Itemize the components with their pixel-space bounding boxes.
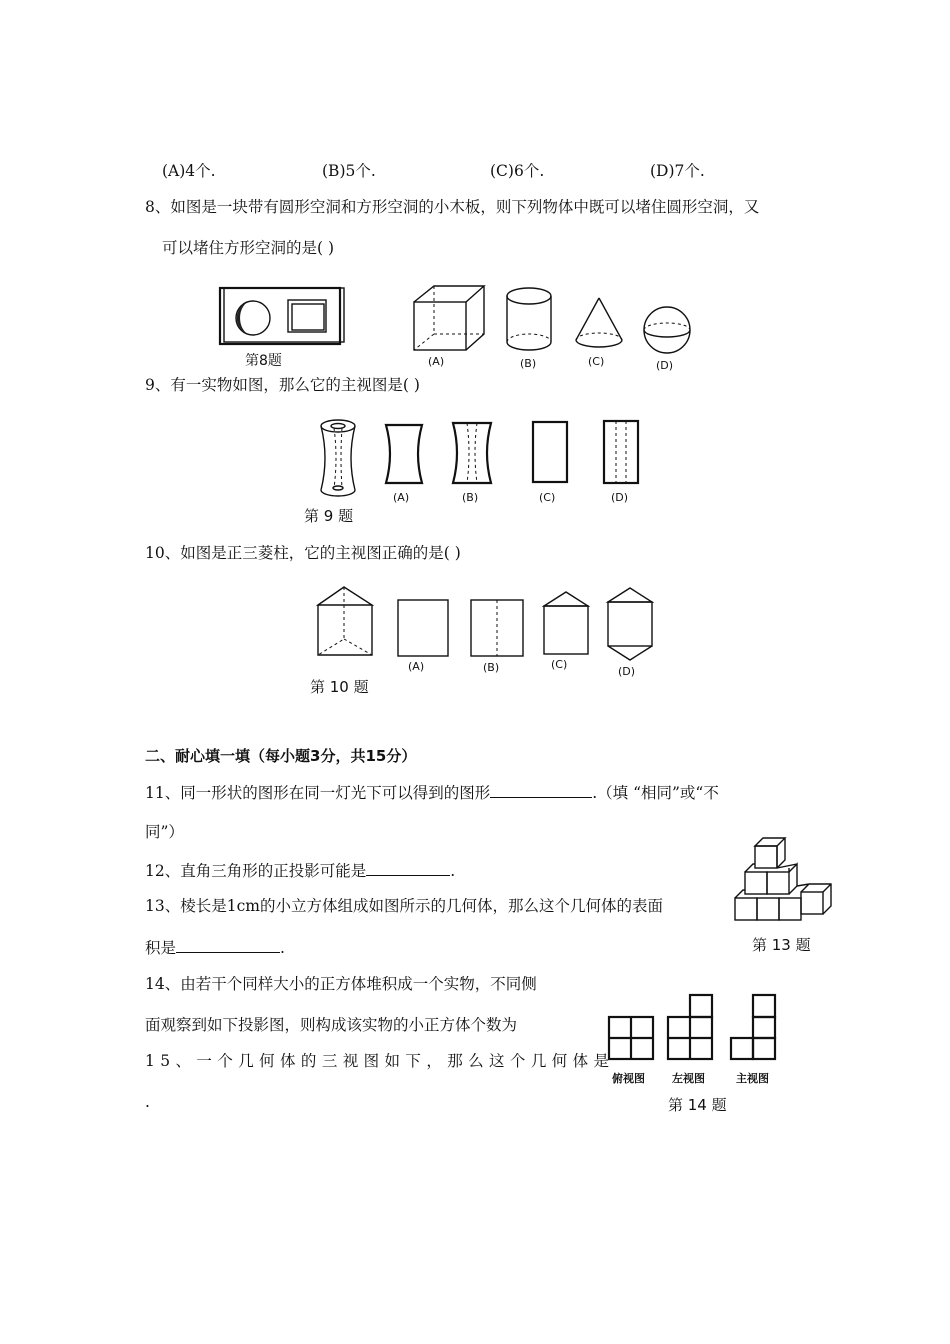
q11-line1: [145, 782, 719, 803]
q14-front-view: [729, 993, 777, 1061]
q10-option-d-shape: [606, 586, 654, 662]
q14-left-view: [666, 993, 714, 1061]
q7-option-b: (B)5个.: [322, 162, 376, 180]
q8-sphere-option-d: [641, 305, 693, 355]
q8-label-d: (D): [656, 359, 674, 372]
q12-text-part2: .: [450, 862, 456, 880]
q10-text: 10、如图是正三菱柱，它的主视图正确的是( ): [145, 544, 461, 562]
q8-cone-option-c: [573, 296, 625, 350]
q12-answer-blank[interactable]: [366, 860, 450, 876]
q8-label-a: (A): [428, 355, 445, 368]
q8-label-c: (C): [588, 355, 605, 368]
q9-option-b-shape: [450, 420, 494, 486]
q10-label-c: (C): [551, 658, 568, 671]
q11-text-part1: 11、同一形状的图形在同一灯光下可以得到的图形: [145, 784, 491, 802]
q13-answer-blank[interactable]: [176, 937, 280, 953]
q13-line2: [145, 937, 285, 958]
q14-left-view-label: 左视图: [672, 1072, 705, 1085]
q13-caption: 第 13 题: [752, 936, 811, 954]
q10-option-b-shape: [469, 598, 525, 658]
q9-caption: 第 9 题: [304, 507, 354, 525]
q12-text-part1: 12、直角三角形的正投影可能是: [145, 862, 367, 880]
q10-option-c-shape: [542, 590, 590, 656]
q8-cylinder-option-b: [504, 286, 554, 352]
section-2-heading: 二、耐心填一填（每小题3分，共15分）: [145, 747, 417, 765]
q15-line2: .: [145, 1093, 150, 1111]
q8-caption: 第8题: [245, 353, 282, 369]
q10-option-a-shape: [396, 598, 450, 658]
q13-cube-stack-figure: [733, 832, 833, 927]
q14-top-view-label: 俯视图: [612, 1072, 645, 1085]
q11-text-part2: .（填 “相同”或“不: [592, 784, 719, 802]
q14-caption: 第 14 题: [668, 1096, 727, 1114]
q9-option-a-shape: [383, 422, 425, 486]
q15-line1: 15、一个几何体的三视图如下，那么这个几何体是: [145, 1052, 615, 1070]
q10-label-b: (B): [483, 661, 500, 674]
q8-line1: 8、如图是一块带有圆形空洞和方形空洞的小木板，则下列物体中既可以堵住圆形空洞，又: [145, 198, 760, 216]
q11-line2: 同”）: [145, 823, 184, 841]
q9-label-a: (A): [393, 491, 410, 504]
q13-text-part1: 积是: [145, 939, 177, 957]
q9-label-d: (D): [611, 491, 629, 504]
q14-line1: 14、由若干个同样大小的正方体堆积成一个实物，不同侧: [145, 975, 537, 993]
q7-option-a: (A)4个.: [162, 162, 216, 180]
q9-option-c-shape: [530, 419, 570, 485]
q13-text-part2: .: [280, 939, 285, 957]
q9-label-c: (C): [539, 491, 556, 504]
q14-line2: 面观察到如下投影图，则构成该实物的小正方体个数为: [145, 1016, 518, 1034]
q10-caption: 第 10 题: [310, 678, 369, 696]
q9-text: 9、有一实物如图，那么它的主视图是( ): [145, 376, 420, 394]
q9-label-b: (B): [462, 491, 479, 504]
q8-label-b: (B): [520, 357, 537, 370]
q7-option-c: (C)6个.: [490, 162, 545, 180]
q9-object-figure: [314, 418, 364, 498]
q14-front-view-label: 主视图: [736, 1072, 769, 1085]
q13-line1: 13、棱长是1cm的小立方体组成如图所示的几何体，那么这个几何体的表面: [145, 897, 663, 915]
q10-label-a: (A): [408, 660, 425, 673]
q8-wood-board-figure: [218, 286, 348, 348]
q8-cube-option-a: [412, 284, 487, 352]
q10-prism-figure: [316, 585, 376, 661]
q9-option-d-shape: [601, 418, 641, 486]
q12-line: [145, 860, 455, 881]
q8-line2: 可以堵住方形空洞的是( ): [162, 239, 335, 257]
q7-option-d: (D)7个.: [650, 162, 705, 180]
q10-label-d: (D): [618, 665, 636, 678]
q11-answer-blank[interactable]: [490, 782, 592, 798]
